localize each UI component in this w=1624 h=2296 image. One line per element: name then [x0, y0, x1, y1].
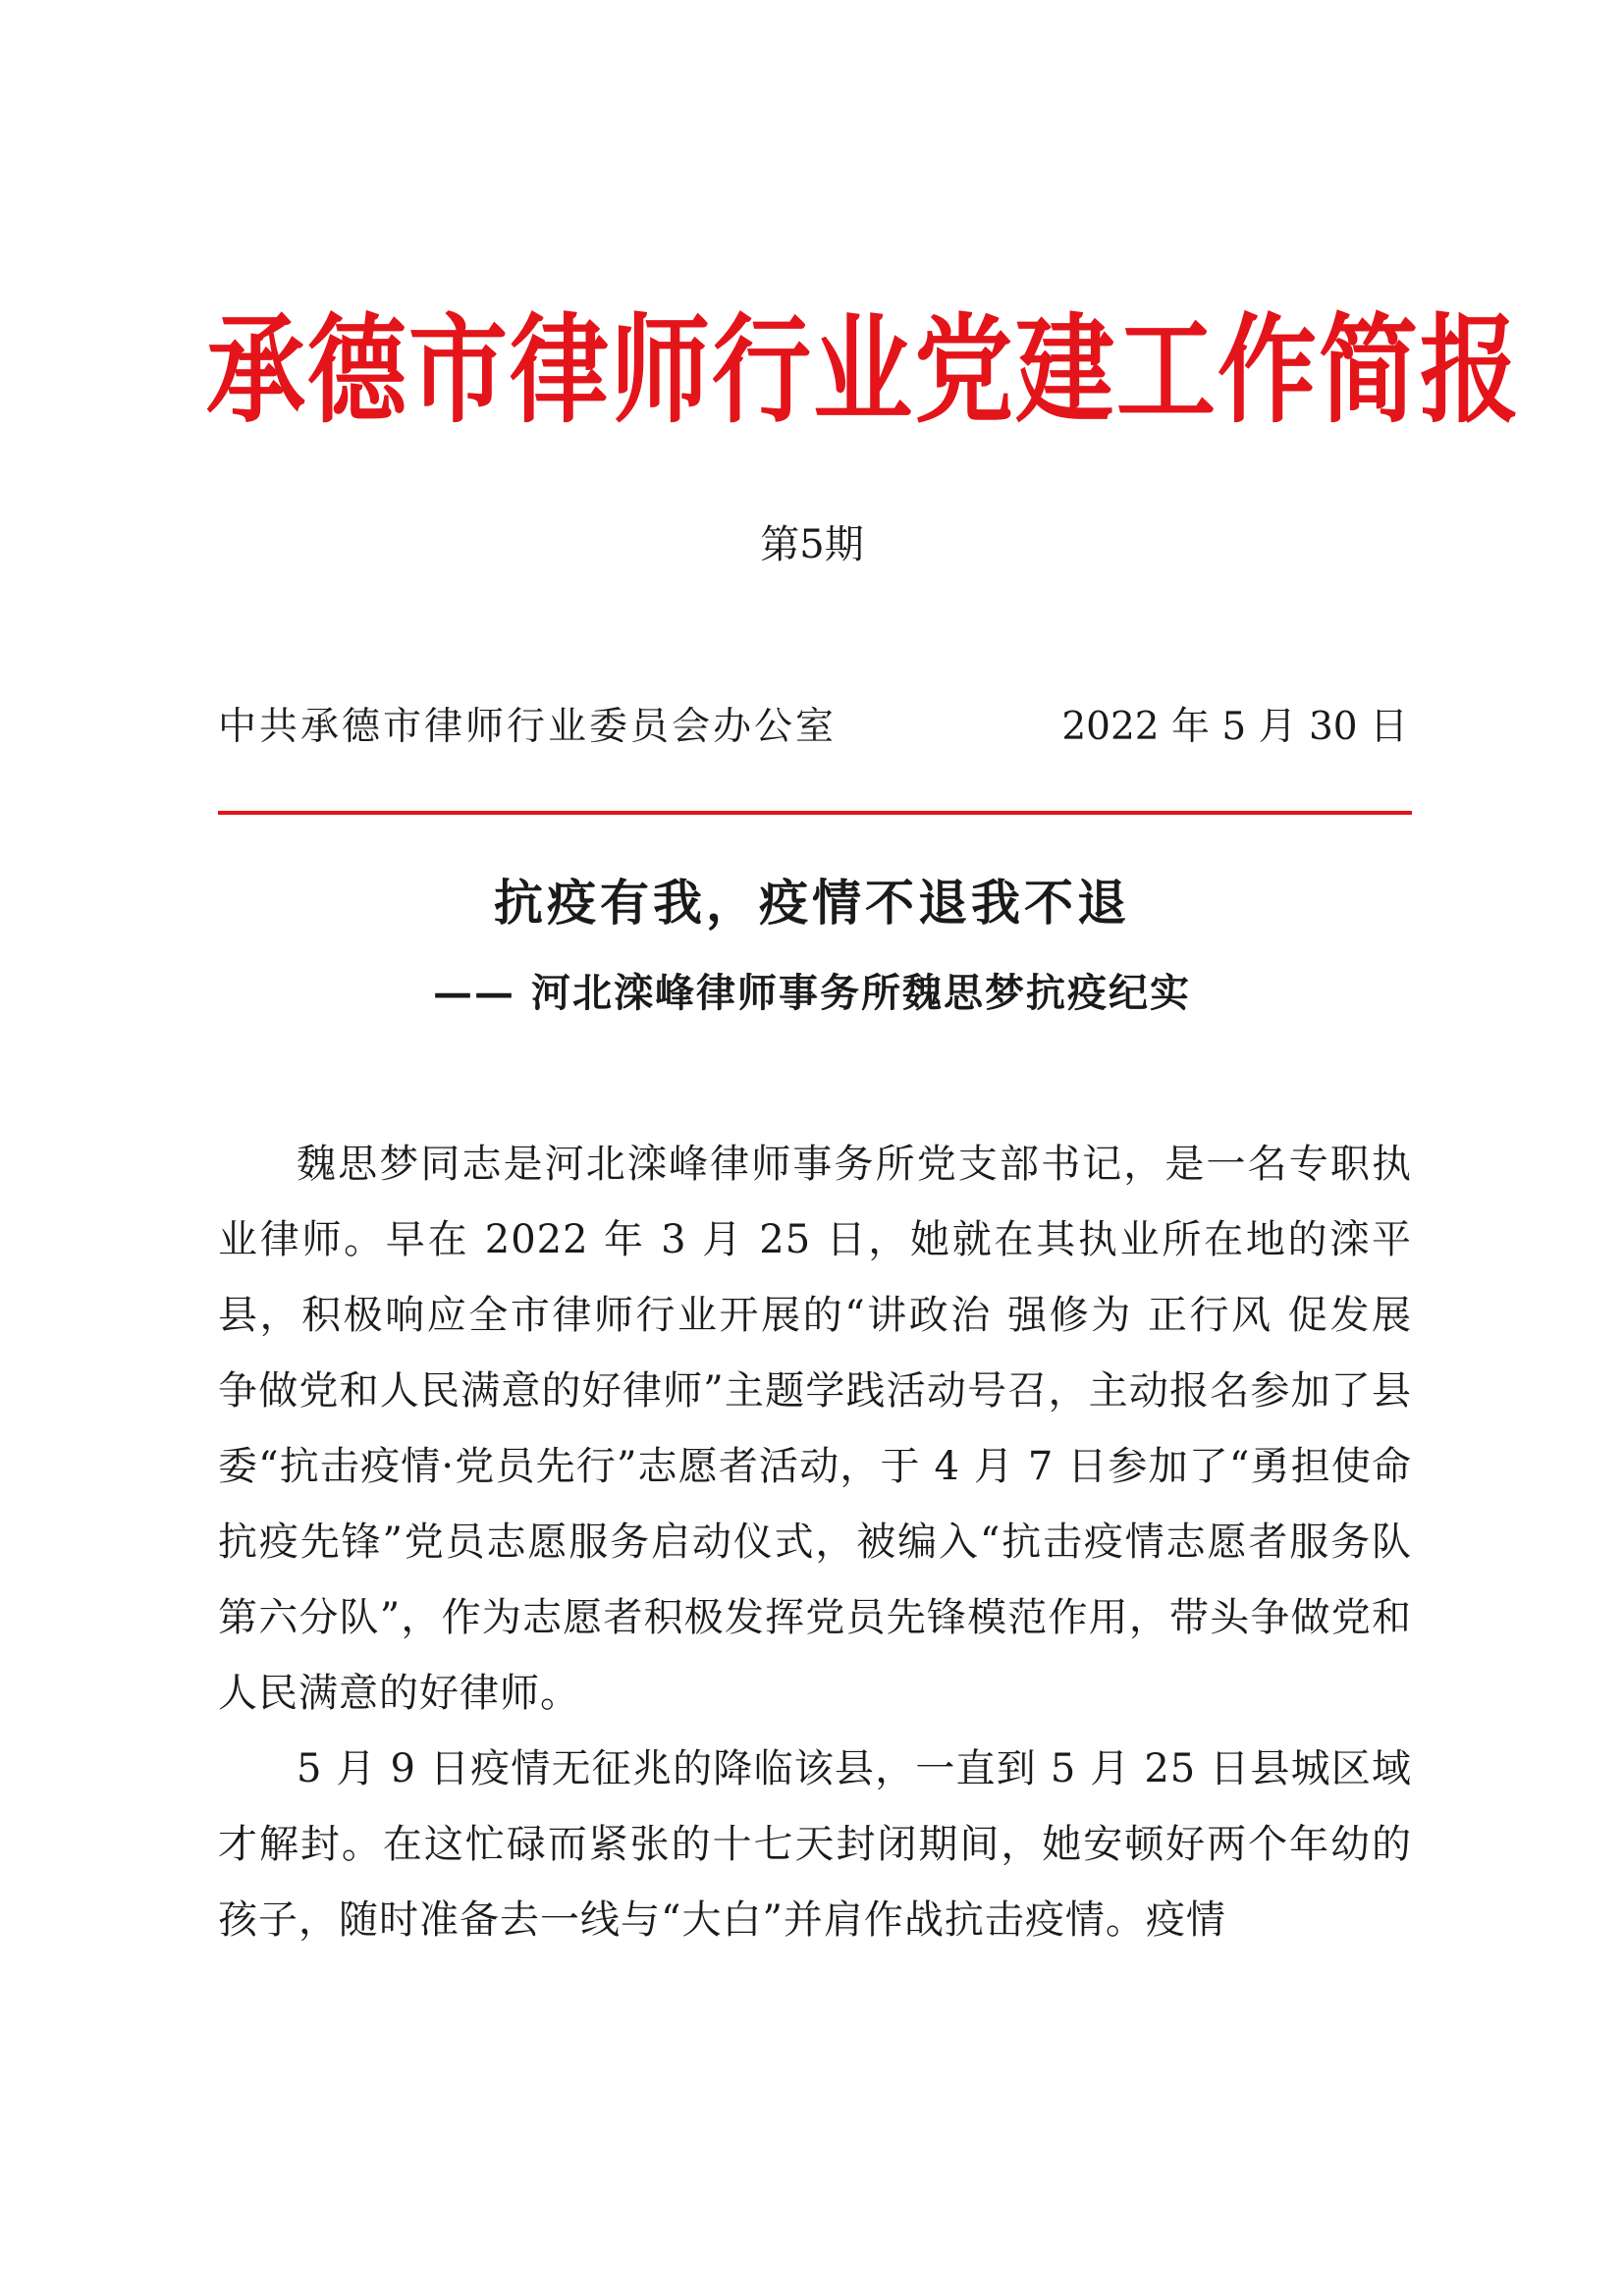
issuer-name: 中共承德市律师行业委员会办公室 [218, 705, 838, 749]
issue-date: 2022 年 5 月 30 日 [1061, 705, 1408, 749]
body-paragraph: 魏思梦同志是河北滦峰律师事务所党支部书记，是一名专职执业律师。早在 2022 年 3 月 25 日，她就在其执业所在地的滦平县，积极响应全市律师行业开展的“讲政治 强修为 正行风 促发展 争做党和人民满意的好律师”主题学践活动号召，主动报名参加了县委“抗击疫情·党员先行”志愿者活动，于 4 月 7 日参加了“勇担使命 抗疫先锋”党员志愿服务启动仪式，被编入“抗击疫情志愿者服务队第六分队”，作为志愿者积极发挥党员先锋模范作用，带头争做党和人民满意的好律师。 [218, 1142, 1412, 1716]
body-paragraph: 5 月 9 日疫情无征兆的降临该县，一直到 5 月 25 日县城区域才解封。在这忙碌而紧张的十七天封闭期间，她安顿好两个年幼的孩子，随时准备去一线与“大白”并肩作战抗击疫情。疫情 [218, 1746, 1412, 1943]
issuer-row [218, 702, 1408, 753]
masthead-title: 承德市律师行业党建工作简报 [206, 301, 1522, 439]
red-divider-rule [218, 811, 1412, 815]
article-subtitle: —— 河北滦峰律师事务所魏思梦抗疫纪实 [433, 970, 1191, 1016]
issue-number: 第5期 [760, 522, 864, 567]
article-body [218, 1127, 1412, 1958]
article-title: 抗疫有我，疫情不退我不退 [494, 874, 1130, 932]
